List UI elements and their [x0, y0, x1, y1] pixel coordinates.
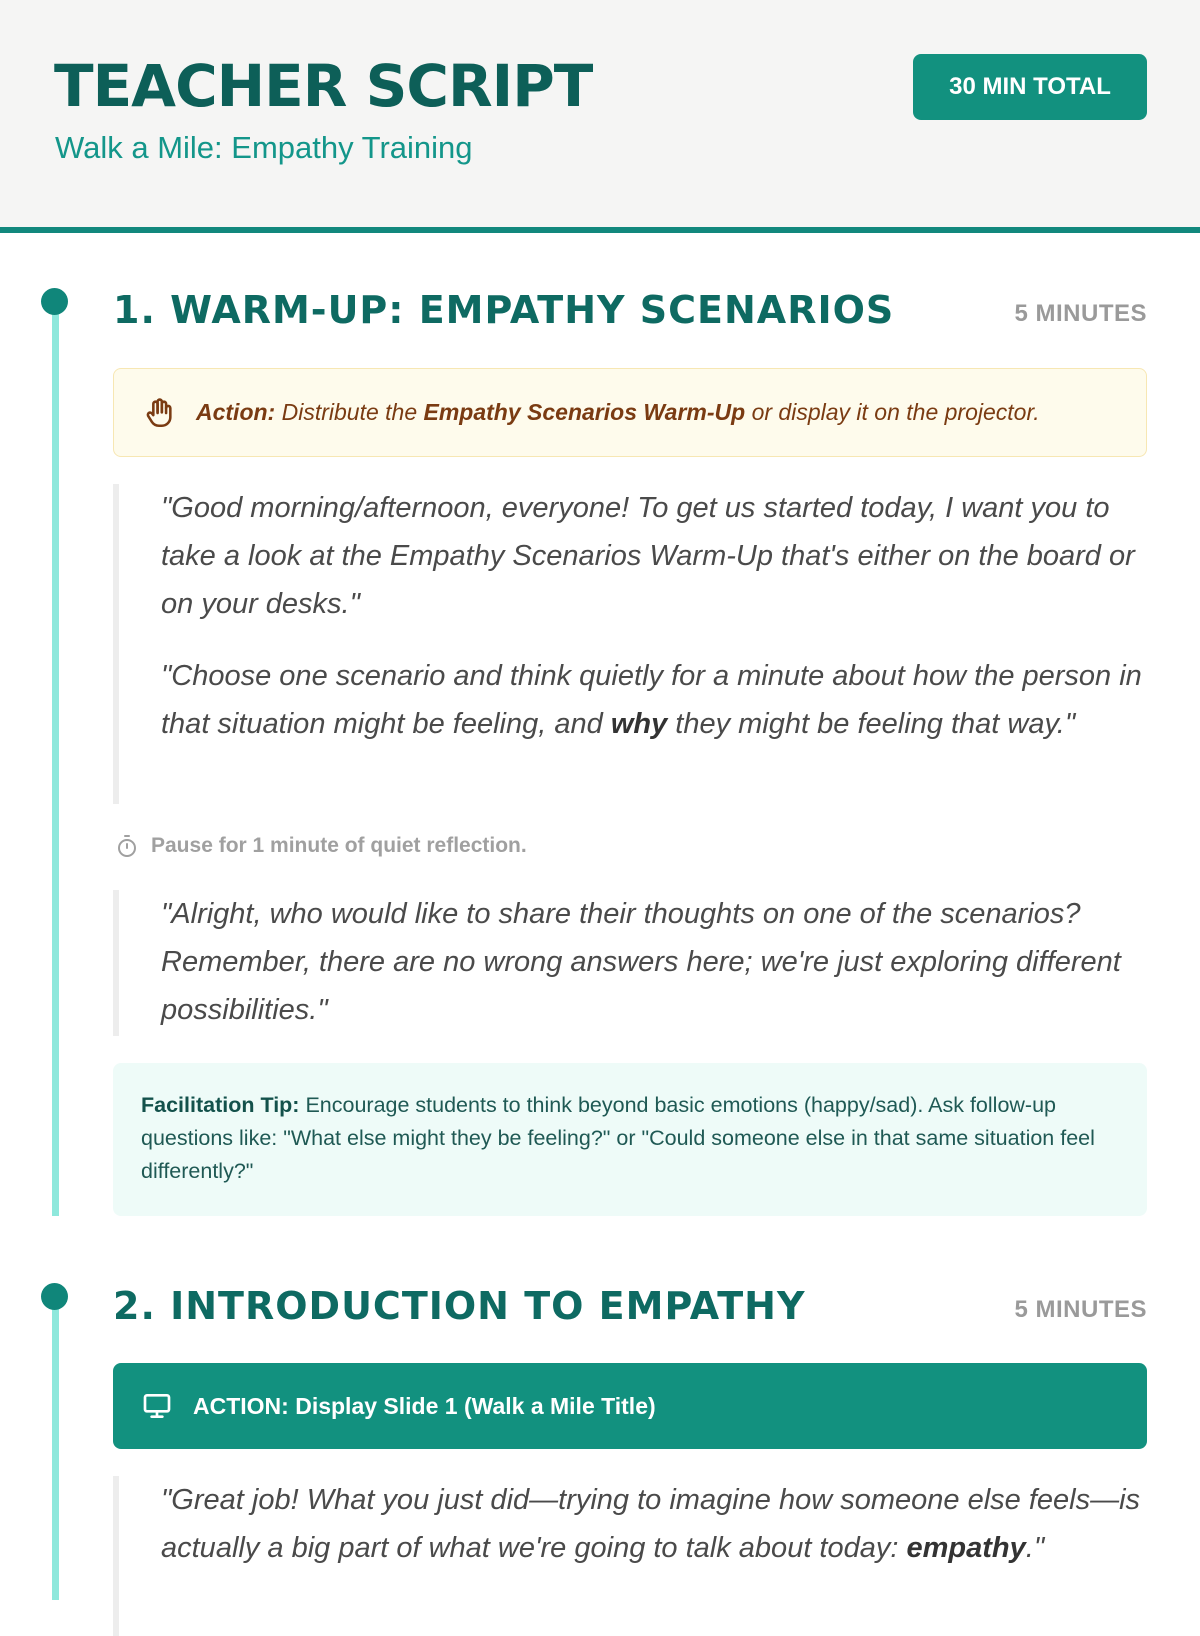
quote-paragraph	[161, 1476, 1147, 1572]
quote-text: "Choose one scenario and think quietly for a minute about how the person in that situation might be feeling, and	[161, 660, 1142, 740]
quote-emphasis: why	[610, 708, 668, 740]
page-title: TEACHER SCRIPT	[54, 52, 593, 120]
quote-paragraph: "Good morning/afternoon, everyone! To get us started today, I want you to take a look at the Empathy Scenarios Warm-Up that's either on the board or on your desks."	[161, 492, 1135, 620]
hand-icon	[142, 396, 176, 430]
quote-paragraph: "Alright, who would like to share their thoughts on one of the scenarios? Remember, there are no wrong answers here; we're just exploring different possibilities."	[161, 898, 1121, 1026]
pause-text: Pause for 1 minute of quiet reflection.	[151, 834, 527, 857]
section-title: 2. INTRODUCTION TO EMPATHY	[113, 1284, 806, 1328]
timeline-dot	[41, 288, 68, 315]
script-quote	[113, 890, 1147, 1036]
script-quote	[113, 1476, 1147, 1636]
script-quote	[113, 484, 1147, 804]
quote-text: they might be feeling that way."	[675, 708, 1076, 740]
action-callout	[113, 368, 1147, 457]
monitor-icon	[141, 1390, 173, 1422]
action-text-before: Distribute the	[281, 399, 418, 425]
action-label: Action:	[196, 399, 276, 425]
tip-text: Encourage students to think beyond basic emotions (happy/sad). Ask follow-up questions like: "What else might they be feeling?" or "Could someone else in that same situation feel differently?"	[141, 1093, 1095, 1183]
quote-paragraph	[161, 652, 1147, 748]
timeline-line	[52, 1295, 59, 1600]
quote-emphasis: empathy	[906, 1532, 1026, 1564]
stopwatch-icon	[115, 834, 139, 858]
pause-note	[115, 834, 527, 858]
quote-text: "Great job! What you just did—trying to imagine how someone else feels—is actually a big part of what we're going to talk about today:	[161, 1484, 1141, 1564]
page-subtitle: Walk a Mile: Empathy Training	[55, 130, 473, 165]
section-duration: 5 MINUTES	[1014, 1296, 1147, 1323]
total-time-badge: 30 MIN TOTAL	[913, 54, 1147, 120]
action-text-after: or display it on the projector.	[751, 399, 1040, 425]
facilitation-tip	[113, 1063, 1147, 1216]
action-highlight: Empathy Scenarios Warm-Up	[423, 399, 746, 425]
timeline-dot	[41, 1283, 68, 1310]
action-banner-text: ACTION: Display Slide 1 (Walk a Mile Title)	[193, 1392, 656, 1419]
tip-label: Facilitation Tip:	[141, 1093, 300, 1117]
timeline-line	[52, 300, 59, 1216]
page-header	[0, 0, 1200, 233]
action-banner	[113, 1363, 1147, 1449]
section-title: 1. WARM-UP: EMPATHY SCENARIOS	[113, 288, 895, 332]
quote-text: ."	[1025, 1532, 1045, 1564]
section-duration: 5 MINUTES	[1014, 300, 1147, 327]
